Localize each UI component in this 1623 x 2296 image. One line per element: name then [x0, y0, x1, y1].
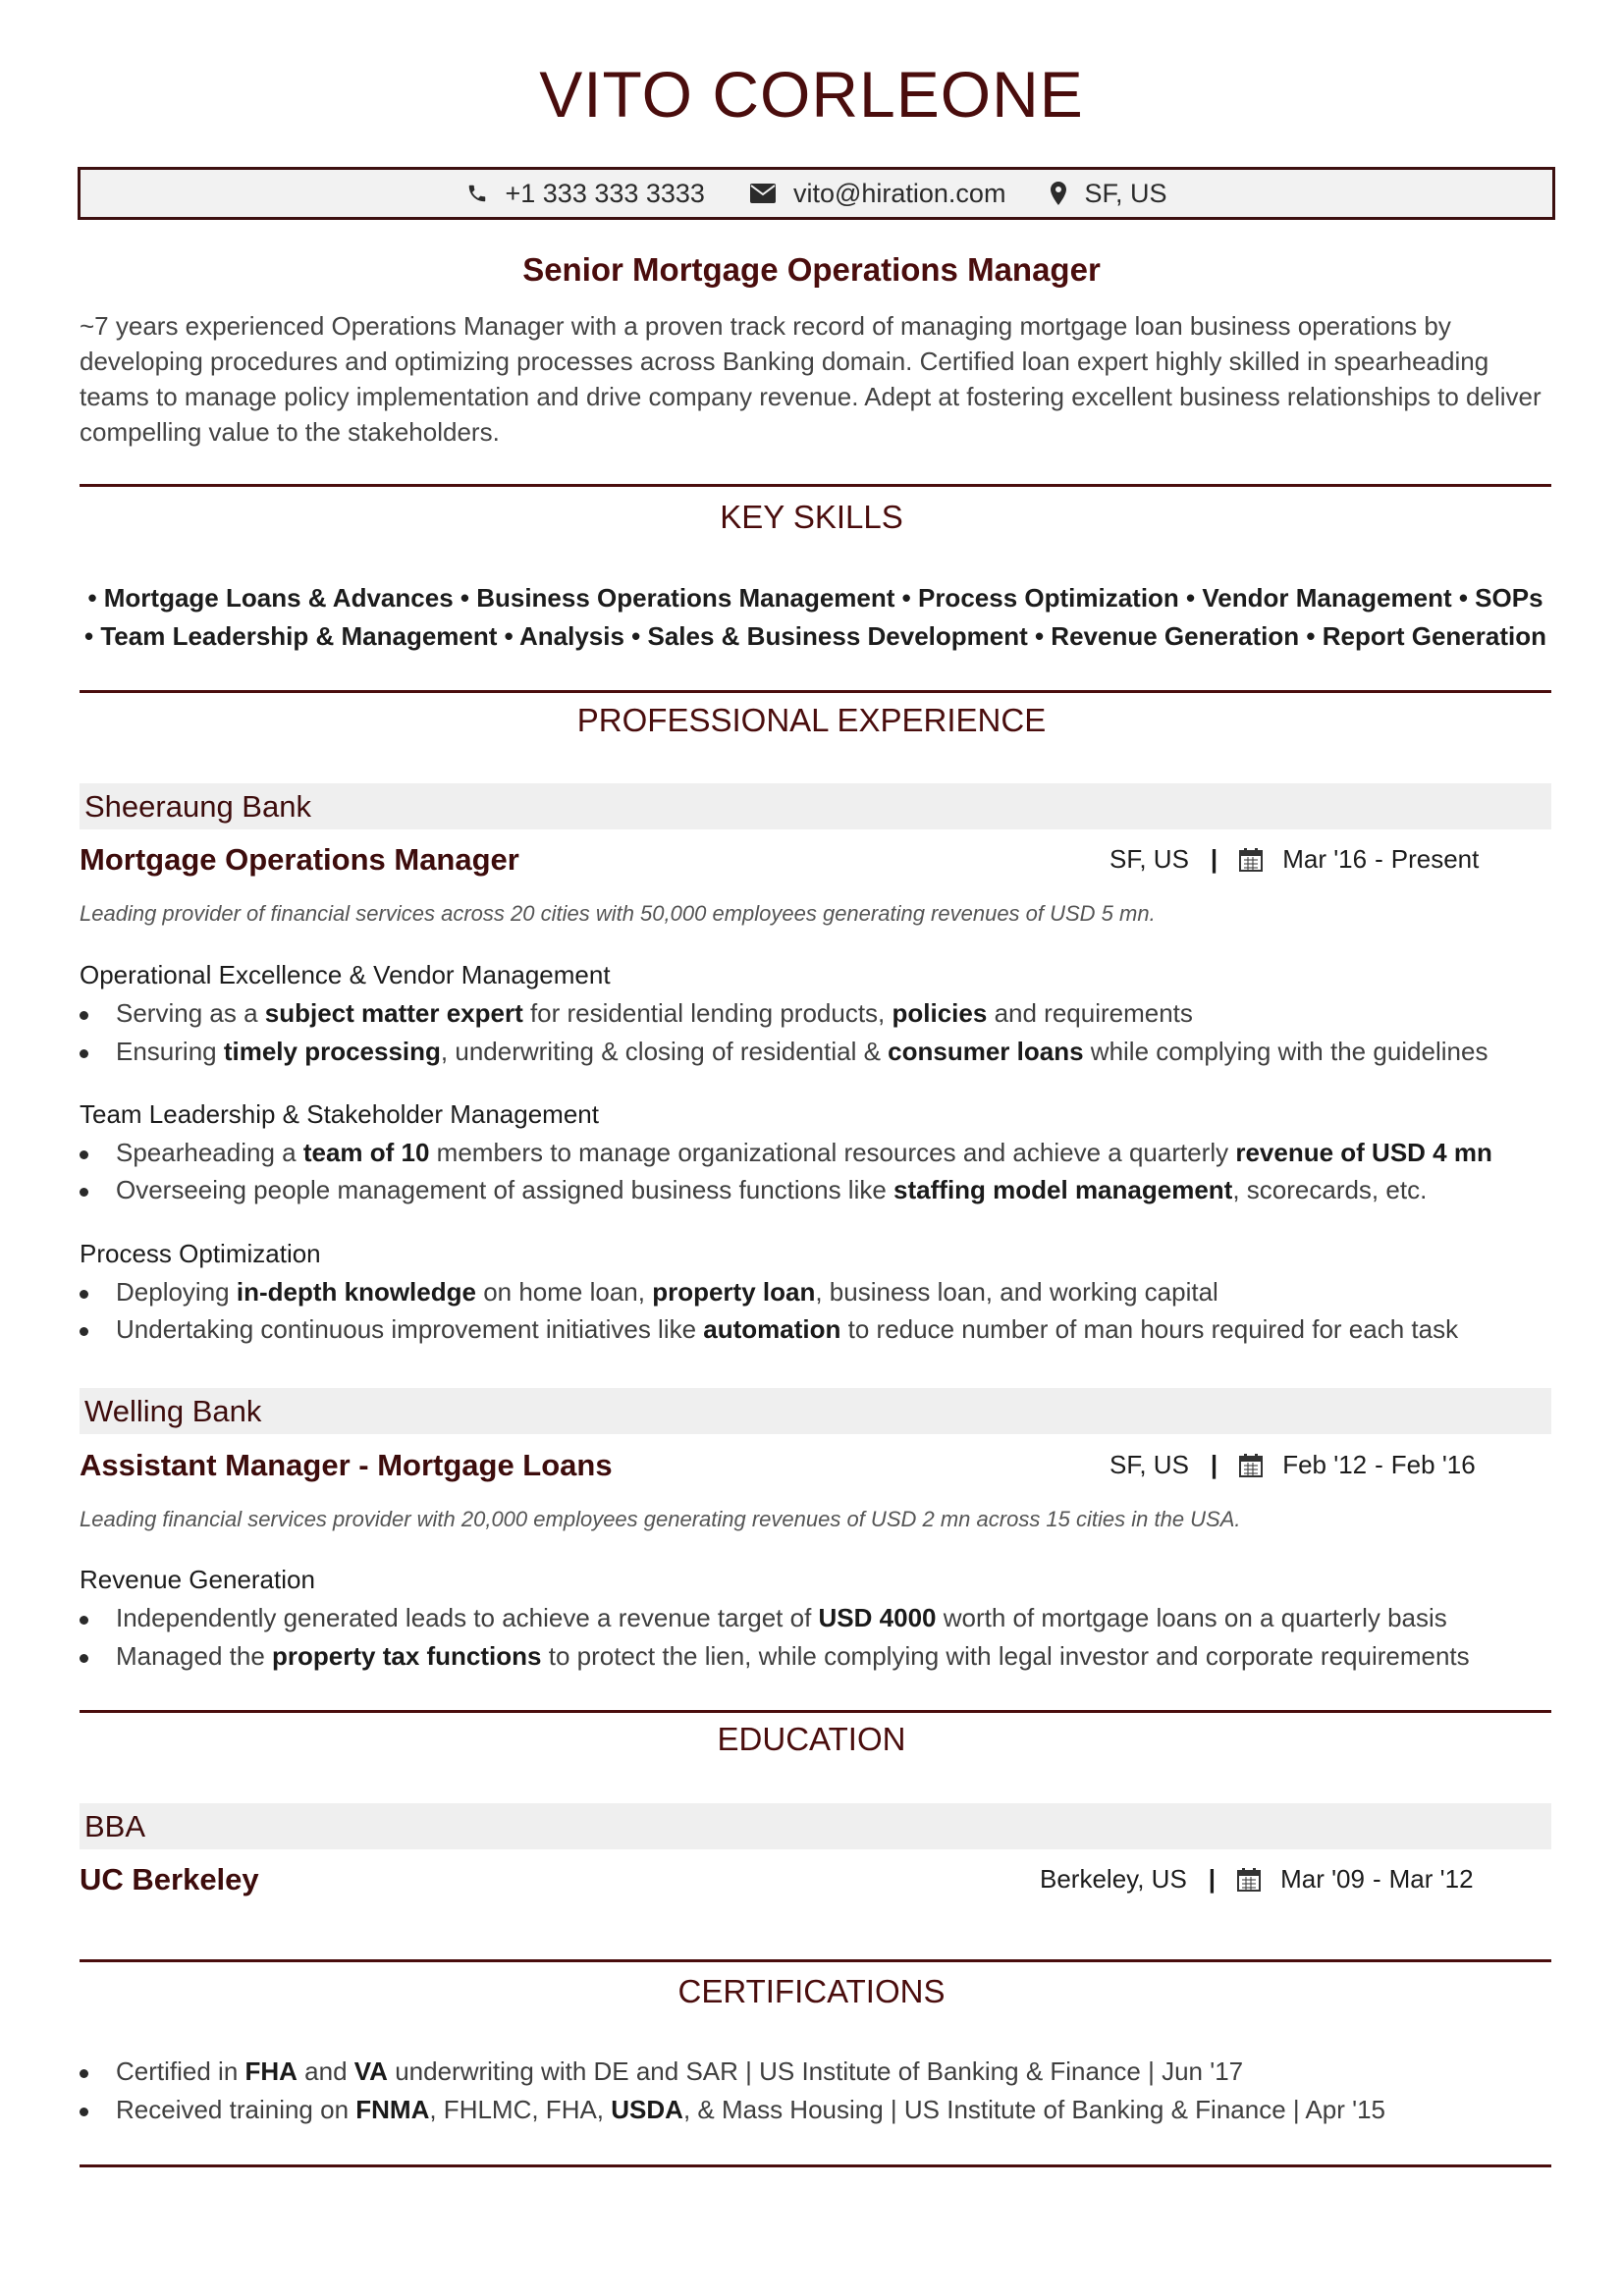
skills-line: • Team Leadership & Management • Analysis • Sales & Business Development • Revenue Generation • Report Generation — [84, 621, 1546, 651]
contact-location — [1051, 179, 1166, 209]
bullet-text: Deploying in-depth knowledge on home loan, property loan, business loan, and working capital — [116, 1277, 1218, 1307]
calendar-icon — [1237, 1868, 1261, 1892]
skills-line: • Mortgage Loans & Advances • Business Operations Management • Process Optimization • Vendor Management • SOPs — [87, 583, 1543, 613]
degree-name: BBA — [84, 1809, 146, 1843]
calendar-icon — [1239, 1454, 1263, 1477]
divider — [80, 484, 1551, 487]
email-text: vito@hiration.com — [792, 178, 1006, 208]
company-description: Leading provider of financial services across 20 cities with 50,000 employees generating revenues of USD 5 mn. — [80, 901, 1156, 926]
education-start: Mar '09 — [1280, 1864, 1365, 1894]
divider — [80, 1710, 1551, 1713]
location-text: SF, US — [1084, 178, 1167, 208]
summary: ~7 years experienced Operations Manager with a proven track record of managing mortgage loan business operations by developing procedures and optimizing processes across Banking domain. Certified loan expert highly skilled in spearheading teams to manage policy implementation and drive company revenue. Adept at fostering excellent business relationships to deliver compelling value to the stakeholders. — [80, 311, 1542, 447]
bullet-text: Managed the property tax functions to protect the lien, while complying with legal investor and corporate requirements — [116, 1641, 1470, 1671]
job-end: Feb '16 — [1390, 1450, 1476, 1479]
phone-icon — [466, 183, 488, 204]
bullet-text: Serving as a subject matter expert for residential lending products, policies and requirements — [116, 998, 1193, 1028]
job-location: SF, US — [1109, 1450, 1189, 1479]
bullet-text: Independently generated leads to achieve a revenue target of USD 4000 worth of mortgage loans on a quarterly basis — [116, 1603, 1447, 1632]
contact-phone — [466, 179, 705, 209]
job-start: Mar '16 — [1282, 844, 1368, 874]
contact-email — [750, 179, 1006, 209]
school-name: UC Berkeley — [80, 1862, 259, 1896]
candidate-name: VITO CORLEONE — [539, 58, 1084, 131]
date-separator: - — [1375, 1450, 1383, 1479]
company-name: Sheeraung Bank — [84, 789, 311, 824]
school-location: Berkeley, US — [1040, 1864, 1187, 1894]
skill-group-title: Process Optimization — [80, 1239, 321, 1268]
job-title: Mortgage Operations Manager — [80, 842, 519, 877]
job-start: Feb '12 — [1282, 1450, 1368, 1479]
bullet-text: Undertaking continuous improvement initiatives like automation to reduce number of man hours required for each task — [116, 1314, 1459, 1344]
pipe-separator: | — [1208, 1864, 1217, 1894]
bullet-text: Ensuring timely processing, underwriting & closing of residential & consumer loans while complying with the guidelines — [116, 1037, 1488, 1066]
company-band — [80, 1388, 1551, 1434]
date-separator: - — [1375, 844, 1383, 874]
date-separator: - — [1372, 1864, 1381, 1894]
phone-text: +1 333 333 3333 — [505, 178, 705, 208]
company-description: Leading financial services provider with 20,000 employees generating revenues of USD 2 mn across 15 cities in the USA. — [80, 1507, 1241, 1531]
education-end: Mar '12 — [1388, 1864, 1474, 1894]
certification-text: Certified in FHA and VA underwriting with DE and SAR | US Institute of Banking & Finance | Jun '17 — [116, 2056, 1244, 2086]
pipe-separator: | — [1210, 844, 1218, 874]
job-meta — [1109, 1450, 1476, 1480]
divider — [80, 1959, 1551, 1962]
job-meta — [1109, 844, 1479, 875]
map-marker-icon — [1051, 182, 1066, 205]
skills-list — [80, 579, 1551, 656]
pipe-separator: | — [1210, 1450, 1218, 1479]
divider — [80, 2164, 1551, 2167]
section-heading-education: EDUCATION — [717, 1721, 906, 1757]
bullet-text: Spearheading a team of 10 members to manage organizational resources and achieve a quarterly revenue of USD 4 mn — [116, 1138, 1492, 1167]
section-heading-certifications: CERTIFICATIONS — [677, 1973, 946, 2009]
skill-group-title: Revenue Generation — [80, 1565, 315, 1594]
divider — [80, 690, 1551, 693]
certification-text: Received training on FNMA, FHLMC, FHA, USDA, & Mass Housing | US Institute of Banking & Finance | Apr '15 — [116, 2095, 1385, 2124]
section-heading-experience: PROFESSIONAL EXPERIENCE — [576, 702, 1047, 738]
job-title: Assistant Manager - Mortgage Loans — [80, 1448, 613, 1482]
envelope-icon — [750, 184, 776, 203]
contact-bar — [78, 167, 1555, 220]
skill-group-title: Team Leadership & Stakeholder Management — [80, 1099, 599, 1129]
headline: Senior Mortgage Operations Manager — [522, 251, 1101, 288]
degree-band — [80, 1803, 1551, 1849]
education-meta — [1040, 1864, 1474, 1895]
bullet-text: Overseeing people management of assigned business functions like staffing model management, scorecards, etc. — [116, 1175, 1428, 1204]
job-location: SF, US — [1109, 844, 1189, 874]
section-heading-skills: KEY SKILLS — [720, 499, 903, 535]
company-name: Welling Bank — [84, 1394, 262, 1428]
calendar-icon — [1239, 848, 1263, 872]
job-end: Present — [1390, 844, 1480, 874]
company-band — [80, 783, 1551, 829]
skill-group-title: Operational Excellence & Vendor Management — [80, 960, 611, 989]
